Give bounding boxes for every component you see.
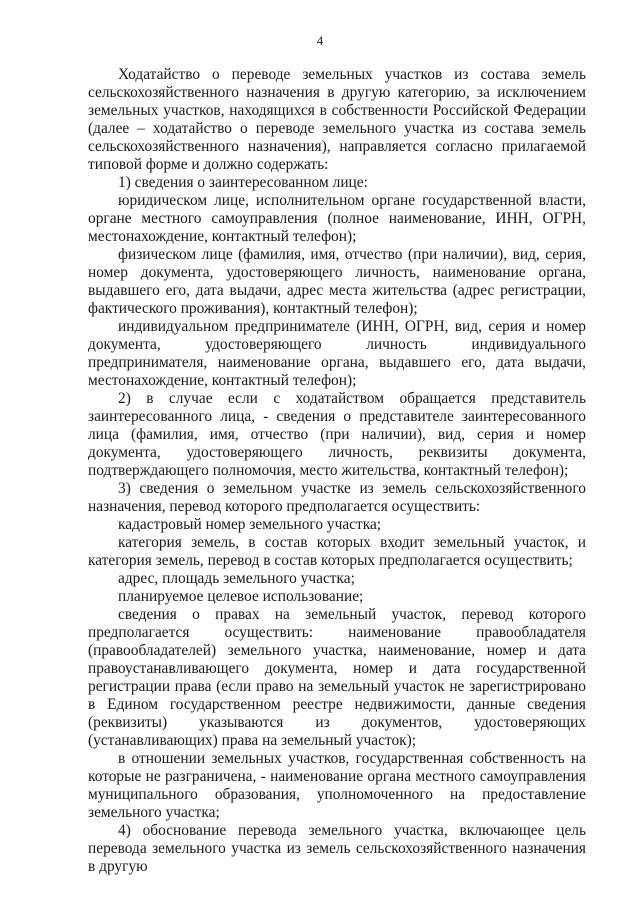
paragraph-cadastral-number: кадастровый номер земельного участка; (118, 516, 382, 533)
paragraph-entrepreneur: индивидуальном предпринимателе (ИНН, ОГРН, вид, серия и номер документа, удостоверяющего личность индивидуального предпринимателя, наименование органа, выдавшего его, дата выдачи, местонахождение, контактный телефон); (88, 318, 586, 389)
paragraph-item-4: 4) обоснование перевода земельного участка, включающее цель перевода земельного участка из земель сельскохозяйственного назначения в другую (88, 822, 586, 875)
paragraph-intro: Ходатайство о переводе земельных участков из состава земель сельскохозяйственного назначения в другую категорию, за исключением земельных участков, находящихся в собственности Российской Федерации (далее – ходатайство о переводе земельного участка из состава земель сельскохозяйственного назначения), направляется согласно прилагаемой типовой форме и должно содержать: (88, 66, 586, 173)
paragraph-legal-entity: юридическом лице, исполнительном органе государственной власти, органе местного самоуправления (полное наименование, ИНН, ОГРН, местонахождение, контактный телефон); (88, 192, 586, 245)
paragraph-item-1: 1) сведения о заинтересованном лице: (118, 174, 368, 191)
paragraph-state-property: в отношении земельных участков, государственная собственность на которые не разграничена, - наименование органа местного самоуправления муниципального образования, уполномоченного на предоставление земельного участка; (88, 750, 586, 821)
page-number: 4 (316, 33, 324, 48)
paragraph-item-3: 3) сведения о земельном участке из земель сельскохозяйственного назначения, перевод которого предполагается осуществить: (88, 480, 586, 515)
paragraph-individual: физическом лице (фамилия, имя, отчество (при наличии), вид, серия, номер документа, удостоверяющего личность, наименование органа, выдавшего его, дата выдачи, адрес места жительства (адрес регистрации, фактического проживания), контактный телефон); (88, 246, 586, 317)
document-body (88, 66, 586, 876)
paragraph-intended-use: планируемое целевое использование; (118, 588, 364, 605)
paragraph-land-category: категория земель, в состав которых входит земельный участок, и категория земель, перевод в состав которых предполагается осуществить; (88, 534, 586, 569)
paragraph-address-area: адрес, площадь земельного участка; (118, 570, 355, 587)
paragraph-rights: сведения о правах на земельный участок, перевод которого предполагается осуществить: наименование правообладателя (правообладателей) земельного участка, наименование, номер и дата правоустанавливающего документа, номер и дата государственной регистрации права (если право на земельный участок не зарегистрировано в Едином государственном реестре недвижимости, данные сведения (реквизиты) указываются из документов, удостоверяющих (устанавливающих) права на земельный участок); (88, 606, 586, 749)
paragraph-item-2: 2) в случае если с ходатайством обращается представитель заинтересованного лица, - сведения о представителе заинтересованного лица (фамилия, имя, отчество (при наличии), вид, серия и номер документа, удостоверяющего личность, реквизиты документа, подтверждающего полномочия, место жительства, контактный телефон); (88, 390, 586, 479)
